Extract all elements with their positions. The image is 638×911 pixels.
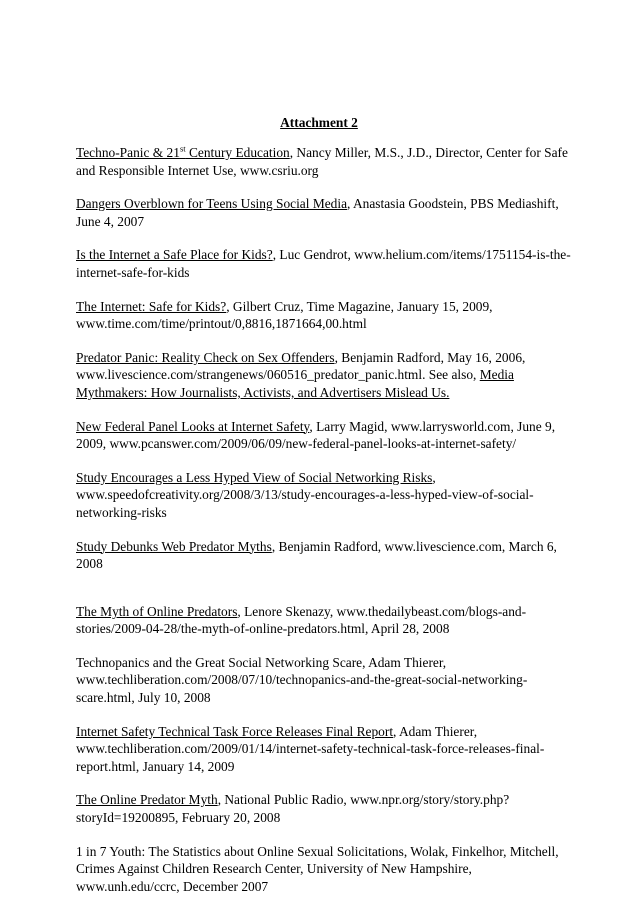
page-title: Attachment 2 [280,115,358,130]
reference-text: Technopanics and the Great Social Networking Scare, Adam Thierer, www.techliberation.com/2008/07/10/technopanics-and-the-great-social-networking-scare.html, July 10, 2008 [76,654,528,706]
reference-details: , Adam Thierer, www.techliberation.com/2009/01/14/internet-safety-technical-task-force-releases-final-report.html, January 14, 2009 [76,723,545,774]
reference-details: , Nancy Miller, M.S., J.D., Director, Center for Safe and Responsible Internet Use, www.csriu.org [76,145,568,178]
reference-title: Study Encourages a Less Hyped View of Social Networking Risks [76,469,433,485]
reference-entry [76,195,571,230]
reference-details: , Benjamin Radford, May 16, 2006, www.livescience.com/strangenews/060516_predator_panic.html. See also, [76,349,526,383]
reference-entry [76,654,571,707]
reference-entry [76,603,571,638]
reference-title-secondary: Media Mythmakers: How Journalists, Activists, and Advertisers Mislead Us. [76,367,514,400]
reference-details: , Lenore Skenazy, www.thedailybeast.com/blogs-and-stories/2009-04-28/the-myth-of-online-predators.html, April 28, 2008 [76,603,527,637]
reference-details: , Luc Gendrot, www.helium.com/items/1751154-is-the-internet-safe-for-kids [76,247,571,280]
reference-title: Is the Internet a Safe Place for Kids? [76,247,273,263]
reference-entry [76,469,571,522]
reference-details: , National Public Radio, www.npr.org/story/story.php?storyId=19200895, February 20, 2008 [76,792,510,826]
reference-title: Techno-Panic & 21st Century Education [76,143,290,160]
reference-title: Study Debunks Web Predator Myths [76,538,272,554]
reference-list [76,144,571,911]
reference-entry [76,144,571,179]
reference-entry [76,791,571,826]
reference-entry [76,349,571,402]
reference-title: Predator Panic: Reality Check on Sex Offenders [76,349,335,365]
reference-title: Internet Safety Technical Task Force Releases Final Report [76,723,394,739]
reference-details: , Anastasia Goodstein, PBS Mediashift, June 4, 2007 [76,196,559,229]
reference-details: , www.speedofcreativity.org/2008/3/13/study-encourages-a-less-hyped-view-of-social-networking-risks [76,469,534,520]
reference-entry [76,538,571,573]
reference-details: , Gilbert Cruz, Time Magazine, January 15, 2009, www.time.com/time/printout/0,8816,1871664,00.html [76,298,493,332]
reference-title: New Federal Panel Looks at Internet Safety [76,418,310,434]
reference-entry [76,246,571,281]
reference-title: The Internet: Safe for Kids? [76,298,227,314]
reference-title: Dangers Overblown for Teens Using Social Media [76,196,348,212]
reference-entry [76,843,571,896]
reference-entry [76,418,571,453]
reference-entry [76,723,571,776]
reference-title: The Online Predator Myth [76,792,218,808]
reference-text: 1 in 7 Youth: The Statistics about Online Sexual Solicitations, Wolak, Finkelhor, Mitchell, Crimes Against Children Research Center, University of New Hampshire, www.unh.edu/ccrc, December 2007 [76,843,559,894]
reference-title: The Myth of Online Predators [76,603,238,619]
reference-details: , Benjamin Radford, www.livescience.com, March 6, 2008 [76,538,557,572]
reference-entry [76,298,571,333]
reference-details: , Larry Magid, www.larrysworld.com, June 9, 2009, www.pcanswer.com/2009/06/09/new-federal-panel-looks-at-internet-safety/ [76,418,556,452]
